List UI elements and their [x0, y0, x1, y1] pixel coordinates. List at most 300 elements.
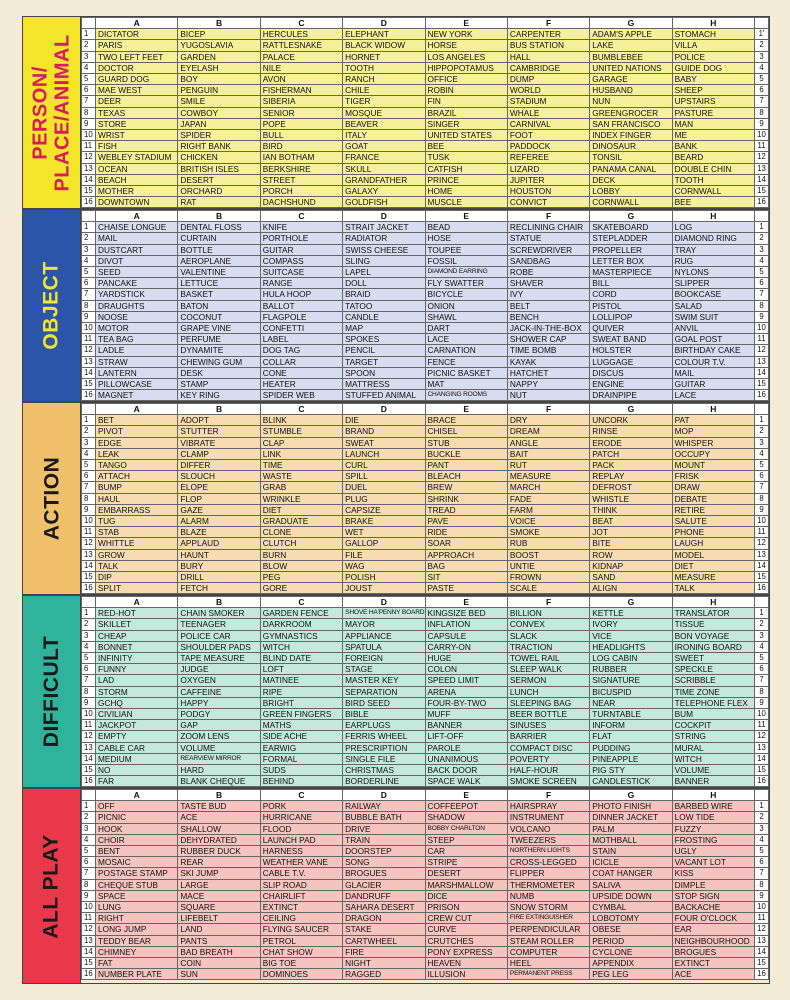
word-cell: BUBBLE BATH [343, 812, 425, 823]
word-cell: DYNAMITE [178, 345, 260, 356]
word-cell: NIGHT [343, 958, 425, 969]
word-cell: GROW [96, 549, 178, 560]
word-cell: IVORY [590, 619, 672, 630]
word-cell: GUITAR [260, 244, 342, 255]
row-number-right: 4 [755, 62, 769, 73]
row-number: 5 [82, 74, 96, 85]
row-number-right: 11 [755, 913, 769, 924]
word-cell: DINNER JACKET [590, 812, 672, 823]
row-number: 4 [82, 62, 96, 73]
row-number-right: 4 [755, 448, 769, 459]
word-cell: INFORM [590, 720, 672, 731]
word-cell: COCONUT [178, 311, 260, 322]
word-cell: FIRE [343, 946, 425, 957]
word-cell: GOLDFISH [343, 197, 425, 208]
word-cell: DOG TAG [260, 345, 342, 356]
row-number-right: 6 [755, 664, 769, 675]
word-cell: HORNET [343, 51, 425, 62]
word-cell: WET [343, 527, 425, 538]
column-header: A [96, 18, 178, 29]
word-cell: VICE [590, 630, 672, 641]
column-header: F [507, 18, 589, 29]
word-cell: UPSIDE DOWN [590, 890, 672, 901]
word-cell: SMILE [178, 96, 260, 107]
row-number-right: 5 [755, 267, 769, 278]
word-cell: FUZZY [672, 823, 754, 834]
table-row [82, 958, 769, 969]
word-cell: PICNIC BASKET [425, 367, 507, 378]
table-row [82, 641, 769, 652]
table-row [82, 969, 769, 980]
header-spacer [755, 18, 769, 29]
word-cell: APPLIANCE [343, 630, 425, 641]
word-cell: MAGNET [96, 390, 178, 401]
word-cell: KEY RING [178, 390, 260, 401]
word-cell: BITE [590, 538, 672, 549]
word-cell: BERKSHIRE [260, 163, 342, 174]
word-cell: SKULL [343, 163, 425, 174]
word-cell: WHISTLE [590, 493, 672, 504]
table-row [82, 267, 769, 278]
row-number: 13 [82, 163, 96, 174]
word-cell: HURRICANE [260, 812, 342, 823]
word-cell: FLOP [178, 493, 260, 504]
word-table [81, 789, 769, 980]
word-cell: CARPENTER [507, 29, 589, 40]
word-cell: LOLLIPOP [590, 311, 672, 322]
word-cell: WRINKLE [260, 493, 342, 504]
word-cell: SLIP ROAD [260, 879, 342, 890]
row-number-right: 7 [755, 96, 769, 107]
word-cell: WRIST [96, 130, 178, 141]
word-cell: PALM [590, 823, 672, 834]
word-cell: PAVE [425, 516, 507, 527]
word-cell: STAKE [343, 924, 425, 935]
word-cell: WITCH [260, 641, 342, 652]
word-cell: TEXAS [96, 107, 178, 118]
word-cell: GLACIER [343, 879, 425, 890]
word-cell: KIDNAP [590, 560, 672, 571]
column-header: F [507, 597, 589, 608]
row-number-right: 9 [755, 890, 769, 901]
word-cell: RANCH [343, 74, 425, 85]
column-header: C [260, 404, 342, 415]
word-cell: FROWN [507, 572, 589, 583]
row-number: 6 [82, 471, 96, 482]
row-number-right: 16 [755, 390, 769, 401]
column-header: B [178, 790, 260, 801]
word-cell: BOOST [507, 549, 589, 560]
word-table [81, 210, 769, 401]
word-cell: KETTLE [590, 608, 672, 619]
word-cell: MASTERPIECE [590, 267, 672, 278]
word-cell: NUT [507, 390, 589, 401]
word-cell: BLOW [260, 560, 342, 571]
word-cell: HIPPOPOTAMUS [425, 62, 507, 73]
row-number-right: 2 [755, 40, 769, 51]
word-cell: HOSE [425, 233, 507, 244]
word-cell: CLUTCH [260, 538, 342, 549]
row-number-right: 2 [755, 619, 769, 630]
word-cell: CLAMP [178, 448, 260, 459]
word-cell: SWISS CHEESE [343, 244, 425, 255]
word-cell: RIGHT [96, 913, 178, 924]
word-cell: WITCH [672, 753, 754, 764]
word-cell: BLANK CHEQUE [178, 776, 260, 787]
word-cell: CURL [343, 460, 425, 471]
word-cell: BICEP [178, 29, 260, 40]
column-header: A [96, 790, 178, 801]
word-cell: ANVIL [672, 323, 754, 334]
word-cell: GRAPE VINE [178, 323, 260, 334]
row-number-right: 1' [755, 29, 769, 40]
table-row [82, 29, 769, 40]
row-number-right: 6 [755, 85, 769, 96]
column-header: H [672, 790, 754, 801]
word-cell: HOOK [96, 823, 178, 834]
row-number-right: 12 [755, 345, 769, 356]
word-cell: BAD BREATH [178, 946, 260, 957]
word-cell: CHEQUE STUB [96, 879, 178, 890]
word-cell: FRANCE [343, 152, 425, 163]
word-cell: TIME BOMB [507, 345, 589, 356]
word-cell: GUARD DOG [96, 74, 178, 85]
row-number-right: 10 [755, 709, 769, 720]
word-cell: DIVOT [96, 255, 178, 266]
word-cell: GORE [260, 583, 342, 594]
word-cell: MAIL [672, 367, 754, 378]
row-number-right: 8 [755, 300, 769, 311]
word-cell: BASKET [178, 289, 260, 300]
word-cell: SIT [425, 572, 507, 583]
word-cell: NAPPY [507, 379, 589, 390]
word-cell: HALF-HOUR [507, 765, 589, 776]
row-number-right: 12 [755, 152, 769, 163]
row-number-right: 8 [755, 493, 769, 504]
row-number: 14 [82, 367, 96, 378]
column-header: H [672, 404, 754, 415]
word-cell: MAIL [96, 233, 178, 244]
word-cell: TIGER [343, 96, 425, 107]
word-cell: ENGINE [590, 379, 672, 390]
word-cell: OCCUPY [672, 448, 754, 459]
word-cell: BOBBY CHARLTON [425, 823, 507, 834]
word-cell: ERODE [590, 437, 672, 448]
header-spacer [82, 790, 96, 801]
word-cell: EMPTY [96, 731, 178, 742]
table-row [82, 244, 769, 255]
word-cell: HUSBAND [590, 85, 672, 96]
word-cell: FOUR-BY-TWO [425, 697, 507, 708]
word-cell: PICNIC [96, 812, 178, 823]
row-number: 14 [82, 560, 96, 571]
row-number-right: 14 [755, 560, 769, 571]
row-number-right: 10 [755, 516, 769, 527]
word-cell: TRANSLATOR [672, 608, 754, 619]
word-cell: DIET [260, 504, 342, 515]
word-cell: DESERT [425, 868, 507, 879]
word-cell: STEAM ROLLER [507, 935, 589, 946]
word-cell: PANTS [178, 935, 260, 946]
column-header: E [425, 211, 507, 222]
word-cell: STADIUM [507, 96, 589, 107]
row-number: 11 [82, 527, 96, 538]
word-cell: BRAKE [343, 516, 425, 527]
word-cell: REPLAY [590, 471, 672, 482]
word-cell: WEATHER VANE [260, 857, 342, 868]
word-cell: FISH [96, 141, 178, 152]
word-cell: FROSTING [672, 834, 754, 845]
word-cell: SERMON [507, 675, 589, 686]
word-cell: FAT [96, 958, 178, 969]
word-cell: BENT [96, 846, 178, 857]
word-cell: TRAY [672, 244, 754, 255]
word-cell: SAND [590, 572, 672, 583]
row-number: 6 [82, 664, 96, 675]
row-number: 6 [82, 85, 96, 96]
header-spacer [82, 18, 96, 29]
word-cell: SINGER [425, 118, 507, 129]
table-row [82, 379, 769, 390]
word-cell: GRAB [260, 482, 342, 493]
category-title: DIFFICULT [40, 635, 64, 748]
word-cell: CANDLE [343, 311, 425, 322]
table-row [82, 720, 769, 731]
word-cell: TUSK [425, 152, 507, 163]
row-number: 7 [82, 482, 96, 493]
word-cell: CATFISH [425, 163, 507, 174]
word-cell: RUT [507, 460, 589, 471]
word-cell: HAUL [96, 493, 178, 504]
table-row [82, 482, 769, 493]
word-cell: CONVICT [507, 197, 589, 208]
word-cell: SALAD [672, 300, 754, 311]
word-cell: BANNER [425, 720, 507, 731]
row-number-right: 4 [755, 641, 769, 652]
word-cell: TEA BAG [96, 334, 178, 345]
word-cell: BENCH [507, 311, 589, 322]
category-banner [22, 595, 80, 788]
row-number-right: 13 [755, 163, 769, 174]
word-cell: TEDDY BEAR [96, 935, 178, 946]
word-cell: JOUST [343, 583, 425, 594]
table-row [82, 924, 769, 935]
word-cell: MOTHBALL [590, 834, 672, 845]
category-banner [22, 209, 80, 402]
table-row [82, 742, 769, 753]
word-cell: BATON [178, 300, 260, 311]
word-cell: LACE [672, 390, 754, 401]
word-cell: BILLION [507, 608, 589, 619]
category-title: ALL PLAY [40, 833, 64, 939]
table-row [82, 946, 769, 957]
word-cell: HEAVEN [425, 958, 507, 969]
row-number-right: 15 [755, 186, 769, 197]
row-number: 8 [82, 300, 96, 311]
word-cell: PIG STY [590, 765, 672, 776]
word-cell: DREAM [507, 426, 589, 437]
row-number: 9 [82, 311, 96, 322]
category-banner [22, 788, 80, 984]
word-cell: JACKPOT [96, 720, 178, 731]
word-cell: TALK [672, 583, 754, 594]
word-cell: HUGE [425, 653, 507, 664]
word-cell: EYELASH [178, 62, 260, 73]
word-cell: RUBBER [590, 664, 672, 675]
word-cell: BEACH [96, 174, 178, 185]
word-cell: BRITISH ISLES [178, 163, 260, 174]
word-cell: BACKACHE [672, 902, 754, 913]
row-number: 5 [82, 653, 96, 664]
word-cell: CAR [425, 846, 507, 857]
column-header: G [590, 18, 672, 29]
word-cell: INSTRUMENT [507, 812, 589, 823]
row-number: 12 [82, 152, 96, 163]
word-cell: LUNCH [507, 686, 589, 697]
word-cell: DIAMOND RING [672, 233, 754, 244]
word-cell: NEAR [590, 697, 672, 708]
word-cell: BIRD SEED [343, 697, 425, 708]
word-cell: ADOPT [178, 415, 260, 426]
word-cell: COLLAR [260, 356, 342, 367]
word-cell: PHOTO FINISH [590, 801, 672, 812]
row-number-right: 8 [755, 686, 769, 697]
word-cell: FLY SWATTER [425, 278, 507, 289]
row-number-right: 2 [755, 426, 769, 437]
word-cell: BARRIER [507, 731, 589, 742]
row-number-right: 5 [755, 460, 769, 471]
word-cell: DRAW [672, 482, 754, 493]
word-cell: GALLOP [343, 538, 425, 549]
word-cell: CURVE [425, 924, 507, 935]
row-number: 4 [82, 255, 96, 266]
word-cell: CONE [260, 367, 342, 378]
word-cell: COMPACT DISC [507, 742, 589, 753]
word-cell: DUMP [507, 74, 589, 85]
table-row [82, 85, 769, 96]
column-header: C [260, 790, 342, 801]
word-cell: DARKROOM [260, 619, 342, 630]
word-cell: ANGLE [507, 437, 589, 448]
word-cell: BOTTLE [178, 244, 260, 255]
row-number-right: 7 [755, 289, 769, 300]
column-header-row [82, 790, 769, 801]
word-cell: BEAD [425, 222, 507, 233]
word-cell: SKATEBOARD [590, 222, 672, 233]
word-cell: AEROPLANE [178, 255, 260, 266]
word-cell: VIBRATE [178, 437, 260, 448]
word-cell: MACE [178, 890, 260, 901]
word-cell: COAT HANGER [590, 868, 672, 879]
table-row [82, 300, 769, 311]
word-cell: FADE [507, 493, 589, 504]
word-cell: SPIDER WEB [260, 390, 342, 401]
word-cell: LUGGAGE [590, 356, 672, 367]
word-cell: SLIPPER [672, 278, 754, 289]
word-cell: REARVIEW MIRROR [178, 753, 260, 764]
row-number-right: 11 [755, 141, 769, 152]
word-cell: POVERTY [507, 753, 589, 764]
word-cell: MATINEE [260, 675, 342, 686]
word-cell: BEER BOTTLE [507, 709, 589, 720]
word-cell: BALLOT [260, 300, 342, 311]
word-cell: PARIS [96, 40, 178, 51]
word-cell: NYLONS [672, 267, 754, 278]
word-cell: PUDDING [590, 742, 672, 753]
word-cell: MUSCLE [425, 197, 507, 208]
word-cell: WHISPER [672, 437, 754, 448]
word-cell: BLIND DATE [260, 653, 342, 664]
word-cell: FLAGPOLE [260, 311, 342, 322]
word-cell: TURNTABLE [590, 709, 672, 720]
word-cell: MAT [425, 379, 507, 390]
category-banner [22, 402, 80, 595]
word-cell: APPENDIX [590, 958, 672, 969]
word-cell: CHOIR [96, 834, 178, 845]
word-cell: ILLUSION [425, 969, 507, 980]
row-number: 16 [82, 583, 96, 594]
word-cell: PRISON [425, 902, 507, 913]
word-cell: SHOULDER PADS [178, 641, 260, 652]
table-row [82, 857, 769, 868]
word-cell: STORM [96, 686, 178, 697]
word-cell: IRONING BOARD [672, 641, 754, 652]
word-cell: CHICKEN [178, 152, 260, 163]
word-cell: CEILING [260, 913, 342, 924]
word-cell: PEG LEG [590, 969, 672, 980]
word-cell: PILLOWCASE [96, 379, 178, 390]
category-title: PERSON/ PLACE/ANIMAL [29, 33, 74, 192]
word-cell: RADIATOR [343, 233, 425, 244]
word-cell: CAPSIZE [343, 504, 425, 515]
word-cell: KAYAK [507, 356, 589, 367]
table-row [82, 415, 769, 426]
word-cell: AVON [260, 74, 342, 85]
word-cell: ELEPHANT [343, 29, 425, 40]
word-cell: SCRIBBLE [672, 675, 754, 686]
column-header: D [343, 597, 425, 608]
word-cell: ADAM'S APPLE [590, 29, 672, 40]
column-header: G [590, 790, 672, 801]
word-cell: PONY EXPRESS [425, 946, 507, 957]
word-cell: SHEEP [672, 85, 754, 96]
word-cell: RUB [507, 538, 589, 549]
word-cell: BULL [260, 130, 342, 141]
table-row [82, 753, 769, 764]
word-cell: DESERT [178, 174, 260, 185]
word-cell: BIRD [260, 141, 342, 152]
word-cell: SINGLE FILE [343, 753, 425, 764]
word-cell: STRAW [96, 356, 178, 367]
word-cell: BUMBLEBEE [590, 51, 672, 62]
table-row [82, 233, 769, 244]
word-cell: BRAND [343, 426, 425, 437]
word-cell: BET [96, 415, 178, 426]
row-number-right: 1 [755, 608, 769, 619]
word-cell: FLAT [590, 731, 672, 742]
table-row [82, 197, 769, 208]
word-cell: BEHIND [260, 776, 342, 787]
row-number: 10 [82, 130, 96, 141]
word-cell: WORLD [507, 85, 589, 96]
word-cell: LANTERN [96, 367, 178, 378]
table-row [82, 426, 769, 437]
word-cell: ORCHARD [178, 186, 260, 197]
word-cell: LAUNCH PAD [260, 834, 342, 845]
row-number-right: 1 [755, 801, 769, 812]
row-number-right: 15 [755, 572, 769, 583]
row-number: 7 [82, 675, 96, 686]
